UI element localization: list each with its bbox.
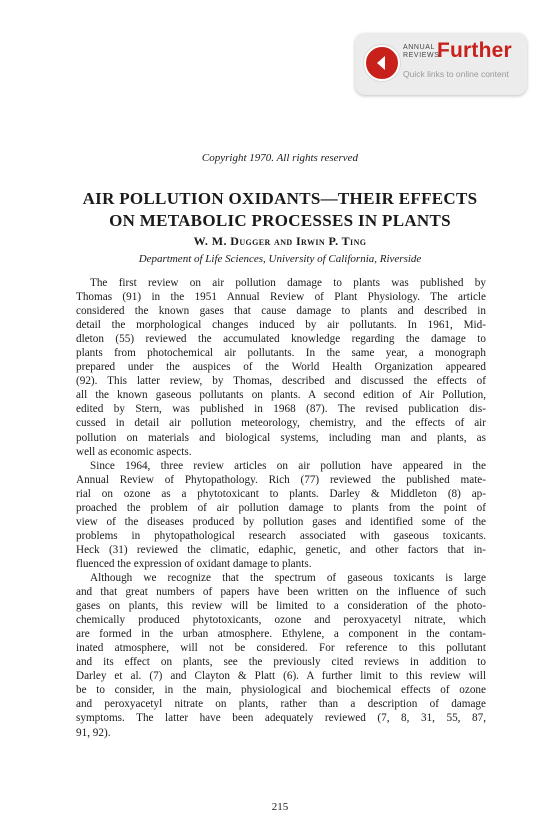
body-line: (92). This latter review, by Thomas, described and discussed the effects of	[76, 375, 486, 388]
body-line: 91, 92).	[76, 726, 111, 739]
annual-reviews-label: ANNUAL REVIEWS	[403, 44, 440, 59]
body-line: plants from photochemical air pollutants. In the same year, a monograph	[76, 347, 486, 360]
body-line: Annual Review of Phytopathology. Rich (77) reviewed the published mate-	[76, 473, 486, 486]
body-line: gases on plants, this review will be limited to a consideration of the photo-	[76, 600, 486, 613]
body-line: be to consider, in the main, physiological and biochemical effects of ozone	[76, 684, 486, 697]
page-number: 215	[271, 801, 289, 813]
body-line: problems in phytopathological research associated with gaseous toxicants.	[76, 529, 486, 542]
authors: W. M. Dugger and Irwin P. Ting	[193, 234, 367, 248]
body-line: and peroxyacetyl nitrate on plants, rather than a description of damage	[76, 698, 486, 711]
copyright-notice: Copyright 1970. All rights reserved	[201, 152, 359, 164]
body-line: considered the known gases that cause damage to plants and described in	[76, 305, 486, 318]
body-line: detail the morphological changes induced by air pollutants. In 1961, Mid-	[76, 319, 486, 332]
play-arrow-icon[interactable]	[364, 45, 400, 81]
body-line: chemically produced phytotoxicants, ozone and peroxyacetyl nitrate, which	[76, 614, 486, 627]
article-title	[0, 188, 560, 232]
body-line: The first review on air pollution damage to plants was published by	[90, 277, 486, 289]
body-line: prepared under the auspices of the World Health Organization appeared	[76, 361, 486, 374]
further-links-badge[interactable]	[355, 33, 527, 95]
body-line: view of the diseases produced by pollution gases and identified some of the	[76, 515, 486, 528]
further-label[interactable]: Further	[437, 39, 512, 62]
body-line: dleton (55) reviewed the accumulated knowledge regarding the damage to	[76, 333, 486, 346]
body-line: proached the problem of air pollution damage to plants from the point of	[76, 501, 486, 514]
body-line: Although we recognize that the spectrum of gaseous toxicants is large	[90, 571, 486, 584]
body-line: well as economic aspects.	[76, 445, 192, 458]
body-line: rial on ozone as a phytotoxicant to plants. Darley & Middleton (8) ap-	[76, 487, 486, 500]
title-line: AIR POLLUTION OXIDANTS—THEIR EFFECTS	[82, 189, 478, 208]
body-line: Heck (31) reviewed the climatic, edaphic, genetic, and other factors that in-	[76, 543, 486, 556]
body-line: Thomas (91) in the 1951 Annual Review of Plant Physiology. The article	[76, 291, 486, 304]
body-line: symptoms. The latter have been adequately reviewed (7, 8, 31, 55, 87,	[76, 712, 486, 725]
body-line: fluenced the expression of oxidant damage to plants.	[76, 557, 312, 570]
body-line: edited by Stern, was published in 1968 (87). The revised publication dis-	[76, 403, 486, 416]
body-line: cussed in detail air pollution meteorology, chemistry, and the effects of air	[76, 417, 486, 430]
quick-links-label[interactable]: Quick links to online content	[403, 69, 509, 79]
article-body	[76, 276, 486, 740]
body-line: Since 1964, three review articles on air pollution have appeared in the	[90, 459, 486, 472]
body-line: are formed in the urban atmosphere. Ethylene, a component in the contam-	[76, 628, 486, 641]
body-line: all the known gaseous pollutants on plants. A second edition of Air Pollution,	[76, 389, 486, 402]
body-line: and that great numbers of papers have been written on the influence of such	[76, 586, 486, 599]
body-line: and its effect on plants, see the previously cited reviews in addition to	[76, 656, 486, 669]
body-line: pollution on materials and biological systems, including man and plants, as	[76, 431, 486, 444]
body-line: inated atmosphere, will not be considered. For reference to this pollutant	[76, 642, 486, 655]
affiliation: Department of Life Sciences, University of California, Riverside	[138, 253, 422, 265]
body-line: Darley et al. (7) and Clayton & Platt (6). A further limit to this review will	[76, 670, 486, 683]
title-line: ON METABOLIC PROCESSES IN PLANTS	[109, 211, 451, 230]
